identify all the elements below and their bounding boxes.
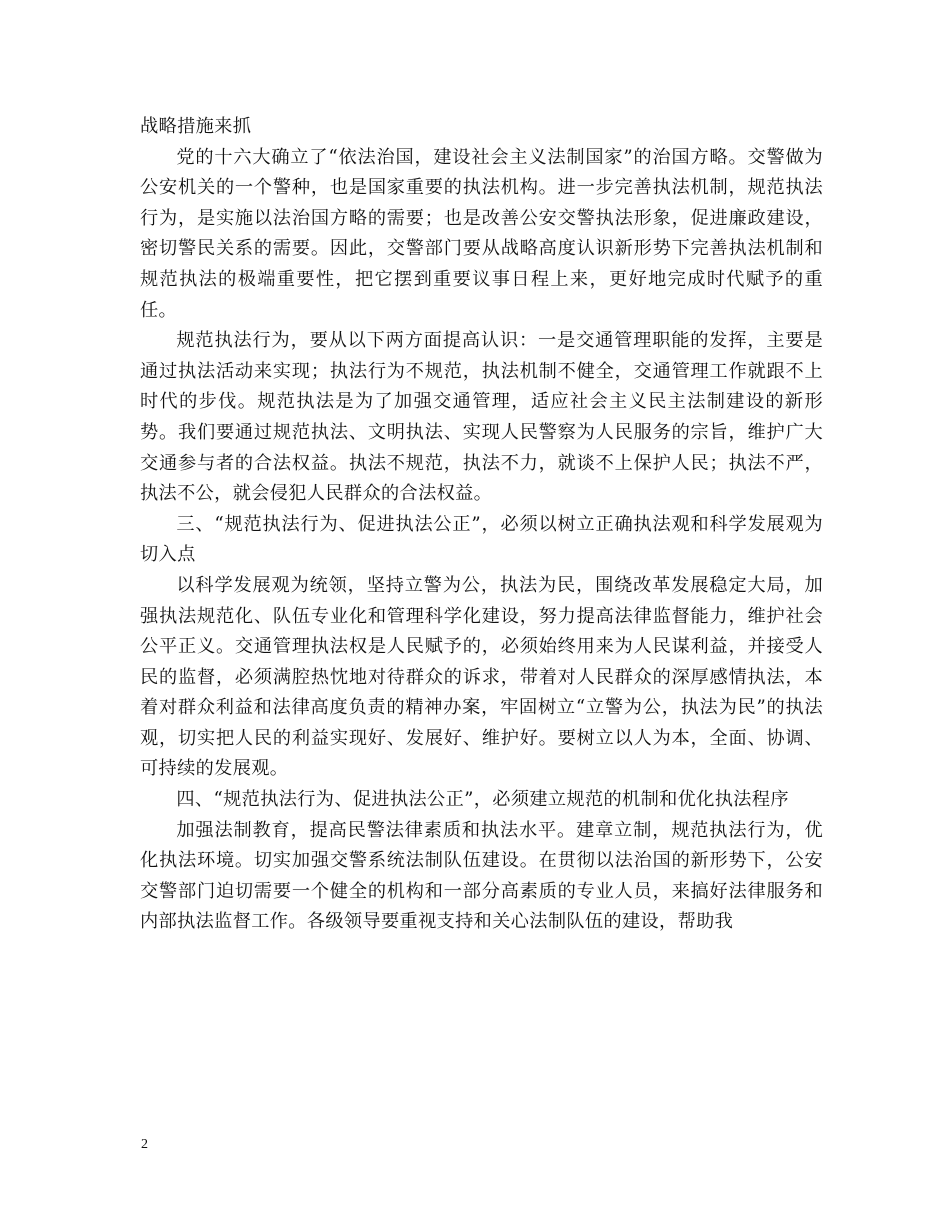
paragraph-4: 加强法制教育，提高民警法律素质和执法水平。建章立制，规范执法行为，优化执法环境。切实加强交警系统法制队伍建设。在贯彻以法治国的新形势下，公安交警部门迫切需要一个健全的机构和一部分高素质的专业人员，来搞好法律服务和内部执法监督工作。各级领导要重视支持和关心法制队伍的建设，帮助我 <box>140 819 823 933</box>
section-heading-4: 四、“规范执法行为、促进执法公正”，必须建立规范的机制和优化执法程序 <box>176 789 789 811</box>
paragraph-3: 以科学发展观为统领，坚持立警为公，执法为民，围绕改革发展稳定大局，加强执法规范化、队伍专业化和管理科学化建设，努力提高法律监督能力，维护社会公平正义。交通管理执法权是人民赋予的，必须始终用来为人民谋利益，并接受人民的监督，必须满腔热忱地对待群众的诉求，带着对人民群众的深厚感情执法，本着对群众利益和法律高度负责的精神办案，牢固树立“立警为公，执法为民”的执法观，切实把人民的利益实现好、发展好、维护好。要树立以人为本，全面、协调、可持续的发展观。 <box>140 574 823 780</box>
page-number: 2 <box>141 1137 148 1152</box>
document-body <box>140 112 823 938</box>
section-heading-3: 三、“规范执法行为、促进执法公正”，必须以树立正确执法观和科学发展观为切入点 <box>140 513 823 566</box>
paragraph-2: 规范执法行为，要从以下两方面提高认识：一是交通管理职能的发挥，主要是通过执法活动来实现；执法行为不规范，执法机制不健全，交通管理工作就跟不上时代的步伐。规范执法是为了加强交通管理，适应社会主义民主法制建设的新形势。我们要通过规范执法、文明执法、实现人民警察为人民服务的宗旨，维护广大交通参与者的合法权益。执法不规范，执法不力，就谈不上保护人民；执法不严，执法不公，就会侵犯人民群众的合法权益。 <box>140 330 823 505</box>
paragraph-continuation: 战略措施来抓 <box>140 116 252 137</box>
paragraph-1: 党的十六大确立了“依法治国，建设社会主义法制国家”的治国方略。交警做为公安机关的一个警种，也是国家重要的执法机构。进一步完善执法机制，规范执法行为，是实施以法治国方略的需要；也是改善公安交警执法形象，促进廉政建设，密切警民关系的需要。因此，交警部门要从战略高度认识新形势下完善执法机制和规范执法的极端重要性，把它摆到重要议事日程上来，更好地完成时代赋予的重任。 <box>140 146 823 321</box>
